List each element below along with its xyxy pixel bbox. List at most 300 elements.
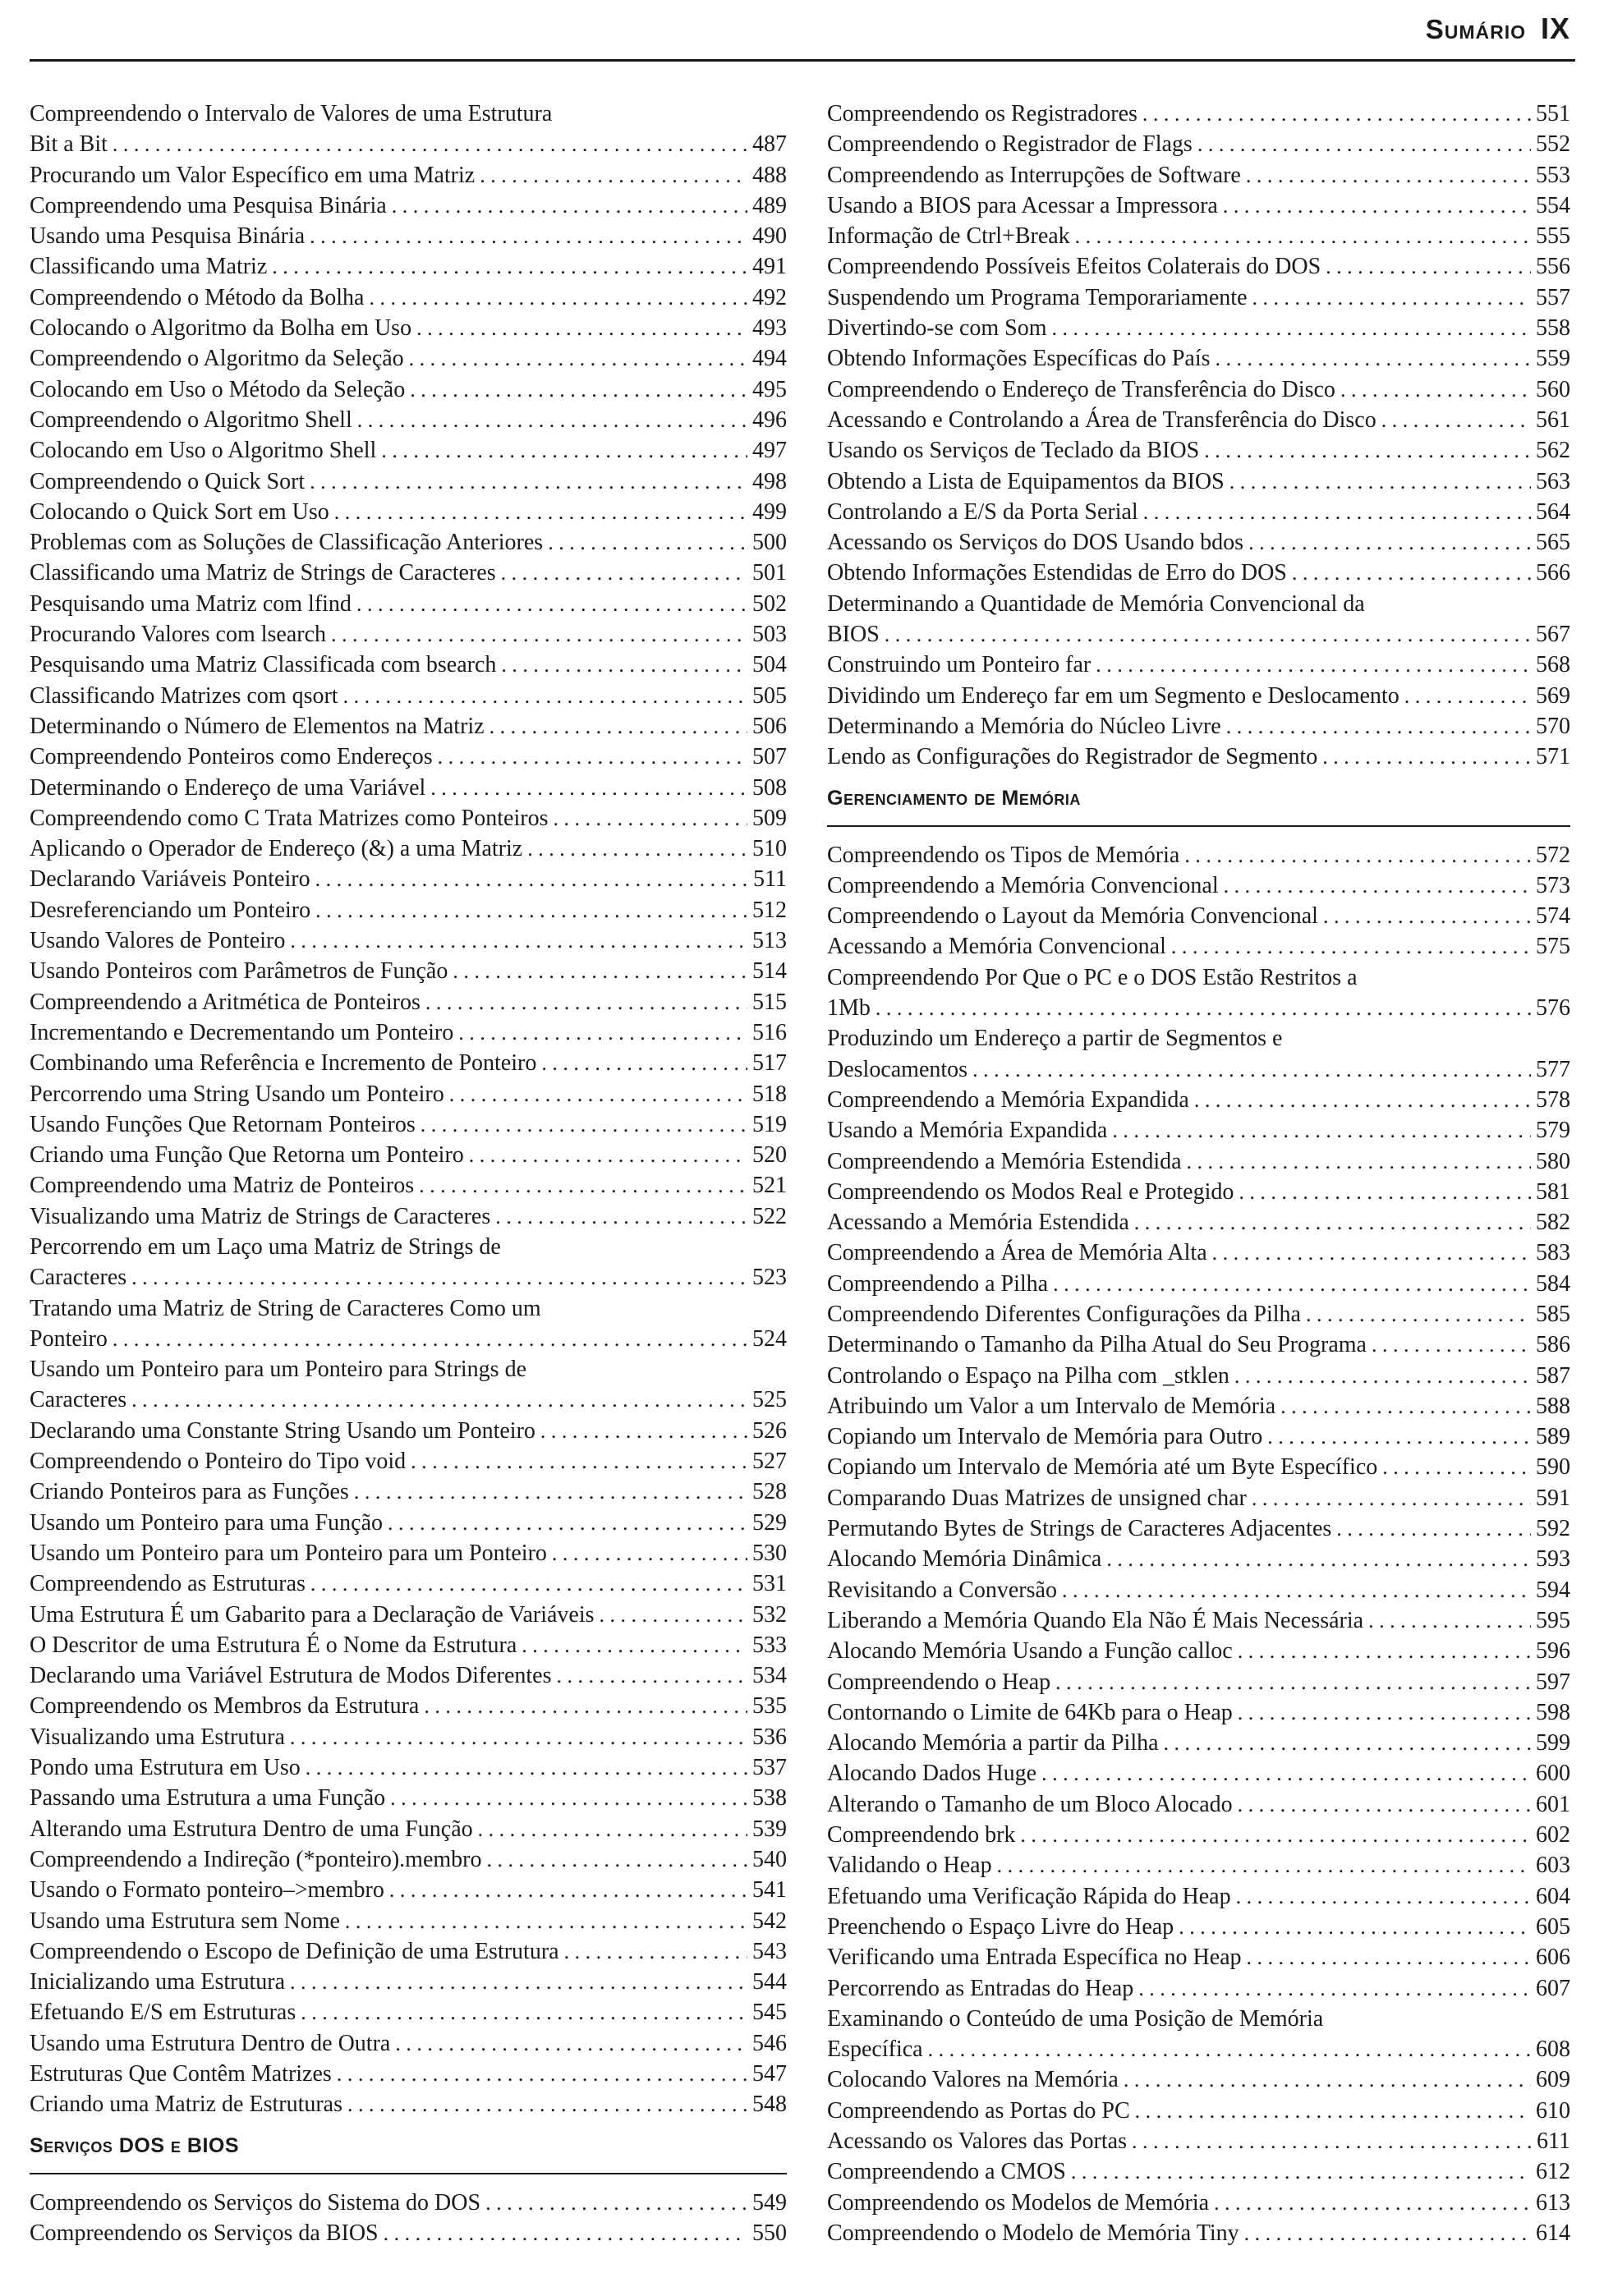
toc-entry[interactable] <box>827 2126 1570 2156</box>
toc-entry[interactable] <box>30 1170 787 1201</box>
toc-entry-title: Dividindo um Endereço far em um Segmento e Deslocamento <box>827 682 1399 709</box>
toc-entry[interactable] <box>827 1881 1570 1912</box>
toc-entry-title: Usando o Formato ponteiro–>membro <box>30 1877 384 1903</box>
toc-entry[interactable] <box>30 711 787 742</box>
toc-entry-page: 577 <box>1536 1056 1570 1082</box>
dot-leader <box>548 527 747 558</box>
toc-entry-title: Compreendendo o Quick Sort <box>30 468 306 494</box>
toc-entry-title: Percorrendo uma String Usando um Ponteiro <box>30 1081 444 1107</box>
toc-entry-page: 498 <box>752 468 787 494</box>
toc-entry-title: Determinando o Número de Elementos na Matriz <box>30 713 485 739</box>
toc-entry[interactable] <box>827 1361 1570 1391</box>
toc-entry-page: 567 <box>1536 622 1570 648</box>
toc-entry-page: 586 <box>1536 1332 1570 1358</box>
toc-entry-title: Colocando em Uso o Algoritmo Shell <box>30 438 377 464</box>
toc-entry[interactable] <box>827 282 1570 313</box>
toc-entry-title: Compreendendo o Algoritmo da Seleção <box>30 346 404 372</box>
dot-leader <box>1326 251 1531 282</box>
dot-leader <box>540 1416 747 1446</box>
toc-entry[interactable] <box>827 313 1570 343</box>
dot-leader <box>1075 221 1531 251</box>
toc-entry-title: Compreendendo Diferentes Configurações da Pilha <box>827 1301 1301 1327</box>
toc-entry-title: Compreendendo o Método da Bolha <box>30 284 365 310</box>
dot-leader <box>1216 343 1531 374</box>
toc-entry[interactable] <box>827 497 1570 527</box>
toc-entry-title: Declarando uma Variável Estrutura de Modos Diferentes <box>30 1663 552 1689</box>
toc-entry[interactable] <box>827 191 1570 221</box>
toc-entry-title: Permutando Bytes de Strings de Caracteres Adjacentes <box>827 1516 1332 1542</box>
toc-entry[interactable] <box>827 1269 1570 1299</box>
toc-entry-title: Compreendendo o Escopo de Definição de uma Estrutura <box>30 1938 559 1964</box>
toc-entry[interactable] <box>30 1446 787 1476</box>
dot-leader <box>290 925 747 956</box>
toc-entry[interactable] <box>30 1844 787 1875</box>
toc-entry[interactable] <box>30 1476 787 1507</box>
toc-entry[interactable] <box>827 1728 1570 1758</box>
toc-entry-title: Validando o Heap <box>827 1853 992 1879</box>
toc-entry[interactable] <box>827 1146 1570 1177</box>
toc-entry[interactable] <box>827 931 1570 962</box>
toc-entry-page: 597 <box>1536 1669 1570 1695</box>
toc-entry[interactable] <box>30 1967 787 1997</box>
toc-entry-page: 532 <box>752 1601 787 1628</box>
toc-entry-title: Alocando Memória Usando a Função calloc <box>827 1638 1233 1665</box>
toc-entry-title: Efetuando E/S em Estruturas <box>30 2000 296 2026</box>
toc-entry[interactable] <box>827 840 1570 870</box>
toc-entry-page: 591 <box>1536 1485 1570 1511</box>
toc-entry-page: 505 <box>752 682 787 709</box>
toc-entry-page: 558 <box>1536 315 1570 342</box>
page-number: IX <box>1540 11 1570 45</box>
toc-entry-title: Pondo uma Estrutura em Uso <box>30 1755 301 1781</box>
toc-entry[interactable] <box>30 1691 787 1721</box>
toc-entry[interactable] <box>30 681 787 711</box>
toc-entry-title: Obtendo a Lista de Equipamentos da BIOS <box>827 468 1225 494</box>
toc-entry[interactable] <box>827 1299 1570 1329</box>
toc-entry[interactable] <box>827 1391 1570 1421</box>
toc-entry-page: 560 <box>1536 376 1570 402</box>
toc-entry-title: Usando um Ponteiro para uma Função <box>30 1509 384 1536</box>
dot-leader <box>1239 1177 1531 1207</box>
toc-entry-title: Caracteres <box>30 1265 127 1291</box>
dot-leader <box>381 435 747 466</box>
dot-leader <box>301 1997 747 2027</box>
toc-entry-title: Determinando o Tamanho da Pilha Atual do Seu Programa <box>827 1332 1367 1358</box>
toc-entry-title: Compreendendo a Área de Memória Alta <box>827 1240 1207 1266</box>
dot-leader <box>131 1384 747 1415</box>
toc-entry-title: Classificando Matrizes com qsort <box>30 682 338 709</box>
toc-entry-title-line: Determinando a Quantidade de Memória Convencional da <box>827 590 1365 617</box>
toc-entry[interactable] <box>827 2004 1570 2065</box>
toc-entry[interactable] <box>30 1600 787 1630</box>
toc-entry-page: 594 <box>1536 1577 1570 1603</box>
toc-entry-title: Caracteres <box>30 1387 127 1413</box>
dot-leader <box>1214 2188 1531 2218</box>
toc-entry-title: Alocando Memória a partir da Pilha <box>827 1730 1159 1756</box>
dot-leader <box>1187 1146 1531 1177</box>
toc-entry[interactable] <box>827 1421 1570 1452</box>
toc-entry-page: 557 <box>1536 284 1570 310</box>
toc-entry-page: 547 <box>752 2061 787 2087</box>
toc-entry[interactable] <box>827 1023 1570 1085</box>
dot-leader <box>522 1630 747 1660</box>
toc-entry[interactable] <box>30 2059 787 2089</box>
toc-entry[interactable] <box>30 1354 787 1416</box>
toc-entry[interactable] <box>30 160 787 191</box>
toc-entry[interactable] <box>30 742 787 772</box>
toc-entry[interactable] <box>30 1783 787 1813</box>
dot-leader <box>1212 1238 1531 1268</box>
toc-entry-title: Procurando Valores com lsearch <box>30 622 327 648</box>
toc-entry[interactable] <box>30 1201 787 1232</box>
toc-entry[interactable] <box>827 251 1570 282</box>
dot-leader <box>486 1844 747 1875</box>
toc-entry[interactable] <box>827 466 1570 497</box>
toc-entry[interactable] <box>827 870 1570 901</box>
toc-entry-page: 521 <box>752 1173 787 1199</box>
toc-entry[interactable] <box>30 925 787 956</box>
toc-entry[interactable] <box>827 2218 1570 2248</box>
toc-entry-page: 496 <box>752 406 787 433</box>
dot-leader <box>424 1691 747 1721</box>
toc-entry[interactable] <box>827 1575 1570 1605</box>
toc-entry-title: Verificando uma Entrada Específica no Heap <box>827 1945 1242 1971</box>
toc-entry-page: 553 <box>1536 162 1570 188</box>
toc-entry-page: 555 <box>1536 223 1570 250</box>
dot-leader <box>1336 1513 1531 1544</box>
toc-entry[interactable] <box>30 650 787 680</box>
toc-entry-title: Construindo um Ponteiro far <box>827 652 1092 678</box>
toc-entry[interactable] <box>30 1752 787 1783</box>
toc-entry[interactable] <box>827 221 1570 251</box>
toc-entry-title: Pesquisando uma Matriz Classificada com bsearch <box>30 652 497 678</box>
toc-entry[interactable] <box>30 221 787 251</box>
dot-leader <box>1132 2126 1532 2156</box>
toc-entry[interactable] <box>30 251 787 282</box>
dot-leader <box>564 1936 747 1967</box>
dot-leader <box>556 1660 747 1691</box>
toc-entry[interactable] <box>30 1017 787 1048</box>
toc-entry[interactable] <box>827 711 1570 742</box>
toc-entry-title-line: Percorrendo em um Laço uma Matriz de Strings de <box>30 1233 501 1260</box>
toc-entry-page: 494 <box>752 346 787 372</box>
toc-entry[interactable] <box>30 374 787 405</box>
toc-entry-page: 552 <box>1536 131 1570 158</box>
toc-entry-page: 540 <box>752 1846 787 1872</box>
toc-entry[interactable] <box>827 1942 1570 1972</box>
toc-entry-page: 610 <box>1536 2097 1570 2124</box>
dot-leader <box>478 1814 747 1844</box>
toc-entry-page: 568 <box>1536 652 1570 678</box>
toc-entry-page: 487 <box>752 131 787 158</box>
toc-entry[interactable] <box>30 1660 787 1691</box>
dot-leader <box>1267 1421 1531 1452</box>
dot-leader <box>469 1140 747 1170</box>
toc-entry[interactable] <box>30 1538 787 1568</box>
toc-entry-page: 501 <box>752 560 787 586</box>
toc-entry-page: 523 <box>752 1265 787 1291</box>
dot-leader <box>972 1054 1531 1085</box>
toc-entry[interactable] <box>30 2188 787 2218</box>
dot-leader <box>392 191 747 221</box>
toc-entry-title: Aplicando o Operador de Endereço (&) a uma Matriz <box>30 836 523 862</box>
toc-entry[interactable] <box>827 742 1570 772</box>
dot-leader <box>1252 1483 1531 1513</box>
toc-entry-title: Compreendendo os Membros da Estrutura <box>30 1693 420 1720</box>
toc-entry-title: Informação de Ctrl+Break <box>827 223 1070 250</box>
toc-entry[interactable] <box>827 1850 1570 1880</box>
toc-entry-title: Visualizando uma Matriz de Strings de Caracteres <box>30 1203 491 1229</box>
toc-entry[interactable] <box>827 589 1570 650</box>
toc-entry[interactable] <box>827 1973 1570 2004</box>
toc-entry[interactable] <box>30 1722 787 1752</box>
toc-entry[interactable] <box>827 901 1570 931</box>
toc-entry-page: 491 <box>752 254 787 280</box>
toc-entry[interactable] <box>827 1544 1570 1574</box>
toc-entry[interactable] <box>30 435 787 466</box>
dot-leader <box>315 895 747 925</box>
toc-entry-title: Usando Funções Que Retornam Ponteiros <box>30 1111 416 1137</box>
toc-entry-title: Compreendendo Possíveis Efeitos Colaterais do DOS <box>827 254 1321 280</box>
dot-leader <box>501 650 747 680</box>
toc-entry-title: Compreendendo a Memória Expandida <box>827 1086 1189 1113</box>
dot-leader <box>1247 1942 1531 1972</box>
toc-entry-page: 589 <box>1536 1424 1570 1450</box>
toc-entry[interactable] <box>30 1048 787 1078</box>
dot-leader <box>501 558 747 588</box>
toc-entry[interactable] <box>827 1177 1570 1207</box>
toc-entry-title: Compreendendo os Serviços do Sistema do DOS <box>30 2189 481 2216</box>
toc-entry[interactable] <box>30 1936 787 1967</box>
toc-entry[interactable] <box>30 1814 787 1844</box>
toc-entry-title: Compreendendo os Modos Real e Protegido <box>827 1178 1234 1205</box>
dot-leader <box>388 1508 747 1538</box>
toc-entry[interactable] <box>30 1997 787 2027</box>
toc-entry[interactable] <box>827 1636 1570 1666</box>
toc-entry-page: 613 <box>1536 2189 1570 2216</box>
toc-entry[interactable] <box>30 619 787 650</box>
toc-entry[interactable] <box>30 343 787 374</box>
toc-entry-page: 542 <box>752 1908 787 1934</box>
toc-entry-title: Compreendendo o Layout da Memória Convencional <box>827 903 1318 930</box>
dot-leader <box>552 1538 747 1568</box>
toc-entry-title: Usando Valores de Ponteiro <box>30 928 286 954</box>
toc-entry[interactable] <box>30 987 787 1017</box>
toc-entry-title: Bit a Bit <box>30 131 108 158</box>
toc-entry[interactable] <box>827 1789 1570 1820</box>
toc-entry[interactable] <box>827 2064 1570 2095</box>
dot-leader <box>1020 1820 1531 1850</box>
toc-entry[interactable] <box>827 1115 1570 1146</box>
toc-entry[interactable] <box>827 962 1570 1024</box>
toc-entry-page: 535 <box>752 1693 787 1720</box>
toc-entry-title: Ponteiro <box>30 1325 108 1352</box>
section-heading: Gerenciamento de Memória <box>827 786 1570 827</box>
toc-entry[interactable] <box>30 313 787 343</box>
toc-entry[interactable] <box>30 2028 787 2059</box>
dot-leader <box>390 1783 747 1813</box>
dot-leader <box>1112 1115 1531 1146</box>
toc-entry[interactable] <box>827 1085 1570 1115</box>
toc-entry-title: Compreendendo os Modelos de Memória <box>827 2189 1210 2216</box>
toc-entry[interactable] <box>827 129 1570 159</box>
toc-entry[interactable] <box>30 956 787 986</box>
toc-entry[interactable] <box>827 2156 1570 2187</box>
dot-leader <box>453 956 747 986</box>
dot-leader <box>1197 129 1531 159</box>
toc-entry-page: 515 <box>752 989 787 1015</box>
toc-entry[interactable] <box>30 282 787 313</box>
toc-entry[interactable] <box>827 343 1570 374</box>
toc-entry-title: Compreendendo a Pilha <box>827 1270 1049 1297</box>
toc-entry-title: Usando uma Estrutura Dentro de Outra <box>30 2030 391 2056</box>
toc-entry[interactable] <box>30 99 787 160</box>
dot-leader <box>113 1324 747 1354</box>
toc-entry[interactable] <box>827 1483 1570 1513</box>
toc-entry[interactable] <box>30 466 787 497</box>
dot-leader <box>1194 1085 1531 1115</box>
dot-leader <box>527 833 747 864</box>
dot-leader <box>1238 1636 1531 1666</box>
toc-entry[interactable] <box>30 773 787 803</box>
dot-leader <box>600 1600 747 1630</box>
dot-leader <box>1244 2218 1531 2248</box>
toc-entry-title: Incrementando e Decrementando um Ponteiro <box>30 1019 454 1045</box>
toc-entry-page: 603 <box>1536 1853 1570 1879</box>
toc-entry-title: Colocando Valores na Memória <box>827 2067 1119 2093</box>
toc-entry[interactable] <box>30 1140 787 1170</box>
toc-entry[interactable] <box>30 1568 787 1599</box>
toc-entry-page: 522 <box>752 1203 787 1229</box>
toc-entry[interactable] <box>30 497 787 527</box>
dot-leader <box>384 2218 747 2248</box>
toc-entry[interactable] <box>827 1207 1570 1238</box>
toc-entry[interactable] <box>827 2188 1570 2218</box>
toc-entry[interactable] <box>30 1232 787 1293</box>
toc-entry[interactable] <box>30 1906 787 1936</box>
dot-leader <box>416 313 747 343</box>
toc-entry[interactable] <box>827 405 1570 435</box>
toc-entry-page: 536 <box>752 1724 787 1750</box>
toc-entry[interactable] <box>827 374 1570 405</box>
toc-entry-title: Compreendendo a CMOS <box>827 2159 1066 2185</box>
dot-leader <box>357 405 747 435</box>
toc-entry-page: 572 <box>1536 842 1570 868</box>
toc-entry-page: 510 <box>752 836 787 862</box>
toc-entry[interactable] <box>30 405 787 435</box>
toc-entry[interactable] <box>827 2096 1570 2126</box>
toc-entry-page: 548 <box>752 2092 787 2118</box>
toc-entry[interactable] <box>30 895 787 925</box>
toc-entry[interactable] <box>827 1452 1570 1482</box>
dot-leader <box>1246 160 1531 191</box>
toc-entry[interactable] <box>827 1758 1570 1789</box>
toc-entry[interactable] <box>30 589 787 619</box>
toc-entry[interactable] <box>30 558 787 588</box>
toc-entry-title: Compreendendo os Serviços da BIOS <box>30 2220 379 2246</box>
toc-entry-page: 550 <box>752 2220 787 2246</box>
toc-entry[interactable] <box>30 1109 787 1140</box>
toc-entry-page: 490 <box>752 223 787 250</box>
toc-entry-page: 530 <box>752 1540 787 1566</box>
toc-entry-title: Classificando uma Matriz <box>30 254 268 280</box>
toc-entry[interactable] <box>30 1416 787 1446</box>
toc-entry-title: O Descritor de uma Estrutura É o Nome da Estrutura <box>30 1632 517 1658</box>
dot-leader <box>113 129 747 159</box>
dot-leader <box>553 803 747 833</box>
toc-entry[interactable] <box>30 803 787 833</box>
toc-entry-title: Usando os Serviços de Teclado da BIOS <box>827 438 1200 464</box>
toc-entry[interactable] <box>30 2218 787 2248</box>
toc-entry[interactable] <box>827 681 1570 711</box>
toc-entry-page: 488 <box>752 162 787 188</box>
toc-entry[interactable] <box>827 160 1570 191</box>
toc-entry[interactable] <box>827 558 1570 588</box>
toc-entry-title: Uma Estrutura É um Gabarito para a Declaração de Variáveis <box>30 1601 595 1628</box>
toc-entry-title: Procurando um Valor Específico em uma Matriz <box>30 162 476 188</box>
toc-entry[interactable] <box>30 527 787 558</box>
toc-entry[interactable] <box>827 1513 1570 1544</box>
toc-entry[interactable] <box>827 527 1570 558</box>
toc-entry[interactable] <box>30 833 787 864</box>
toc-entry[interactable] <box>30 1630 787 1660</box>
toc-entry-page: 506 <box>752 713 787 739</box>
toc-entry[interactable] <box>827 99 1570 129</box>
toc-entry-page: 497 <box>752 438 787 464</box>
toc-entry-page: 534 <box>752 1663 787 1689</box>
toc-entry-page: 524 <box>752 1325 787 1352</box>
toc-entry-title: Compreendendo a Indireção (*ponteiro).membro <box>30 1846 482 1872</box>
toc-entry[interactable] <box>30 864 787 894</box>
toc-entry-page: 538 <box>752 1785 787 1812</box>
toc-entry-title: Desreferenciando um Ponteiro <box>30 897 311 923</box>
toc-entry[interactable] <box>827 1238 1570 1268</box>
toc-entry[interactable] <box>827 1605 1570 1636</box>
toc-entry-title: Alocando Dados Huge <box>827 1761 1037 1787</box>
toc-entry[interactable] <box>827 1667 1570 1697</box>
toc-entry[interactable] <box>827 1912 1570 1942</box>
toc-entry-page: 503 <box>752 622 787 648</box>
dot-leader <box>1238 1697 1531 1728</box>
dot-leader <box>1340 374 1531 405</box>
toc-entry-title: Contornando o Limite de 64Kb para o Heap <box>827 1699 1233 1725</box>
running-head <box>1426 11 1570 46</box>
toc-entry[interactable] <box>827 1697 1570 1728</box>
toc-entry-page: 578 <box>1536 1086 1570 1113</box>
toc-entry-title: Compreendendo Ponteiros como Endereços <box>30 744 433 770</box>
toc-entry[interactable] <box>827 650 1570 680</box>
toc-entry[interactable] <box>30 1875 787 1905</box>
toc-entry-page: 604 <box>1536 1883 1570 1909</box>
toc-entry[interactable] <box>30 2089 787 2119</box>
toc-entry[interactable] <box>30 1508 787 1538</box>
toc-entry-page: 528 <box>752 1479 787 1505</box>
toc-entry[interactable] <box>30 1293 787 1355</box>
dot-leader <box>1306 1299 1531 1329</box>
toc-entry[interactable] <box>30 191 787 221</box>
toc-entry[interactable] <box>827 435 1570 466</box>
dot-leader <box>1171 931 1531 962</box>
toc-entry[interactable] <box>30 1079 787 1109</box>
dot-leader <box>1322 742 1531 772</box>
toc-entry-title: Compreendendo o Registrador de Flags <box>827 131 1193 158</box>
toc-entry-page: 570 <box>1536 713 1570 739</box>
toc-entry[interactable] <box>827 1820 1570 1850</box>
dot-leader <box>1252 282 1531 313</box>
toc-entry-title: Visualizando uma Estrutura <box>30 1724 285 1750</box>
toc-entry[interactable] <box>827 1329 1570 1360</box>
dot-leader <box>1041 1758 1531 1789</box>
